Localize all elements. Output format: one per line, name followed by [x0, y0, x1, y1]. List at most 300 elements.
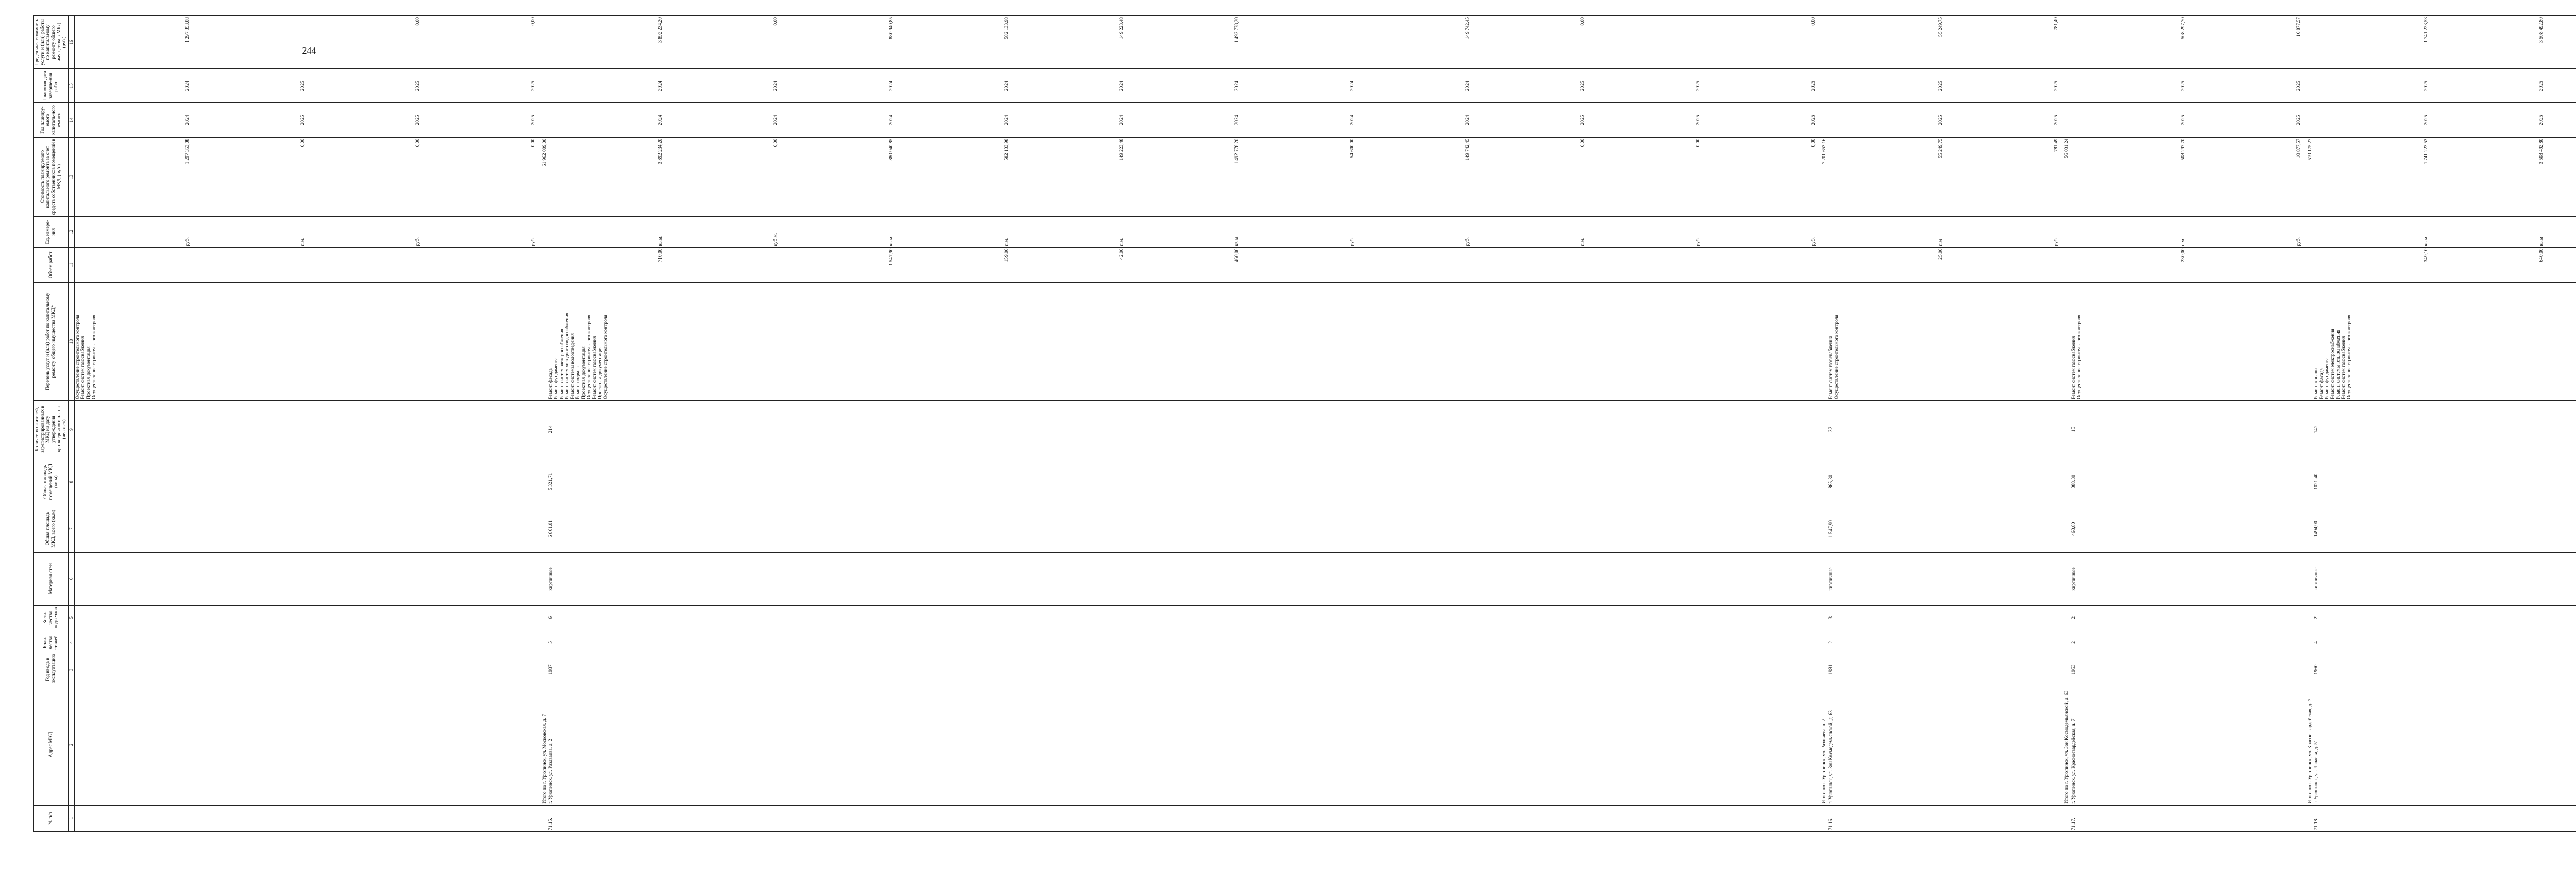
work-item: Ремонт систем электроснабжения: [559, 329, 565, 399]
total-cell: [2302, 630, 2314, 655]
total-cell: [2059, 400, 2071, 458]
cost-cell: [2071, 137, 2302, 216]
max-cost-value: 149 223,48: [1119, 17, 1125, 39]
unit-value: п.м: [1938, 239, 1944, 246]
floors-cell: 2: [1828, 630, 2059, 655]
repair-year-value: 2025: [2296, 115, 2301, 125]
total-cell: [537, 505, 548, 552]
total-area-cell: 6 861,01: [548, 505, 1817, 552]
row-number: [74, 805, 536, 831]
repair-year-value: 2025: [1580, 115, 1586, 125]
floors-cell: 2: [2071, 630, 2302, 655]
address-cell: г. Урюпинск, ул. Раздваева, д. 2: [548, 684, 1817, 805]
completion-year-value: 2025: [531, 81, 536, 91]
total-cell: [537, 247, 548, 283]
total-cell: [2059, 630, 2071, 655]
max-cost-value: 1 741 223,53: [2424, 17, 2429, 43]
work-item: Осуществление строительного контроля: [1834, 315, 1839, 399]
address-cell: г. Урюпинск, ул. Зои Космодемьянской, д. 63: [1828, 684, 2059, 805]
unit-cell: [2071, 217, 2302, 247]
column-number-row: [68, 16, 74, 832]
total-cell: [2059, 505, 2071, 552]
header-cell: Год ввода в эксплуатацию: [34, 655, 69, 684]
volume-value: 710,00: [658, 248, 664, 262]
total-cell: [1817, 16, 1828, 69]
total-cell: [537, 400, 548, 458]
volume-value: 1 547,90: [888, 248, 894, 266]
volume-value: 460,00: [1234, 248, 1240, 262]
volume-value: 42,00: [1119, 248, 1125, 260]
volume-value: [2545, 249, 2576, 282]
unit-value: кв.м.: [888, 235, 894, 246]
entrances-cell: 6: [548, 605, 1817, 630]
works-list-cell: [74, 283, 536, 401]
row-number: 71.15.: [548, 805, 1817, 831]
cost-value: 10 877,57: [2296, 138, 2301, 158]
total-cell: [2302, 400, 2314, 458]
total-cell: [2059, 69, 2071, 103]
header-cell: Год планиру-емого капиталь-ного ремонта: [34, 103, 69, 137]
total-cell: [2059, 247, 2071, 283]
completion-year-value: 2025: [2539, 81, 2545, 91]
row-number: 71.16.: [1828, 805, 2059, 831]
total-label: Итого по г. Урюпинск, ул. Московская, д. 7: [537, 684, 548, 805]
volume-value: [2187, 249, 2302, 282]
header-cell: Объем работ: [34, 247, 69, 283]
completion-year-value: 2024: [773, 81, 779, 91]
completion-year-value: 2024: [658, 81, 664, 91]
cost-value: 582 133,98: [1004, 138, 1009, 161]
works-list-cell: [2071, 283, 2302, 401]
column-number: 7: [68, 505, 74, 552]
cost-value: 3 892 234,20: [658, 138, 664, 164]
unit-cell: [548, 217, 1817, 247]
max-cost-value: 1 492 778,20: [1234, 17, 1240, 43]
volume-cell: [74, 247, 536, 283]
cost-value: 149 223,48: [1119, 138, 1125, 161]
repair-year-value: 2025: [2539, 115, 2545, 125]
header-cell: Коли-чество этажей: [34, 630, 69, 655]
total-cell: [537, 217, 548, 247]
total-label: Итого по г. Урюпинск, ул. Красногвардейская, д. 7: [2302, 684, 2314, 805]
total-cell: [2059, 552, 2071, 605]
column-number: 3: [68, 655, 74, 684]
cost-value: 1 297 353,08: [184, 138, 190, 164]
repair-year-value: 2025: [2053, 115, 2059, 125]
work-item: Ремонт систем холодного водоснабжения: [565, 313, 570, 399]
total-cell: [2059, 217, 2071, 247]
max-cost-value: 508 297,70: [2181, 17, 2187, 39]
column-number: 13: [68, 137, 74, 216]
total-cell: [2302, 283, 2314, 401]
work-item: Ремонт систем газоснабжения: [2071, 336, 2077, 399]
year-cell: 1960: [2313, 655, 2576, 684]
year-cell: 1981: [1828, 655, 2059, 684]
total-cell: [2059, 283, 2071, 401]
work-item: Проектная документация: [86, 346, 91, 399]
max-cost-cell: [548, 16, 1817, 69]
unit-value: руб.: [2053, 237, 2059, 246]
volume-value: 159,00: [1004, 248, 1009, 262]
total-cell: [537, 655, 548, 684]
total-cost: 56 031,24: [2059, 137, 2071, 216]
cost-value: 1 492 778,20: [1234, 138, 1240, 164]
volume-value: [1944, 249, 2059, 282]
row-number: 71.17.: [2071, 805, 2302, 831]
max-cost-value: [190, 17, 306, 67]
cost-value: 149 742,45: [1465, 138, 1470, 161]
repair-year-cell: [2313, 103, 2576, 137]
work-item: Ремонт системы теплоснабжения: [2335, 330, 2341, 399]
header-cell: Количество жителей, зарегистрированных в МКД на дату утверждения краткосрочного плана (человек): [34, 400, 69, 458]
cost-value: 0,00: [531, 138, 536, 147]
total-cell: [1817, 552, 1828, 605]
repair-year-cell: [2071, 103, 2302, 137]
total-cost: 61 962 009,00: [537, 137, 548, 216]
unit-value: кв.м.: [658, 235, 664, 246]
total-cell: [2059, 16, 2071, 69]
total-area-cell: 1494,90: [2313, 505, 2576, 552]
volume-cell: [2071, 247, 2302, 283]
total-cell: [2059, 103, 2071, 137]
total-cell: [2302, 16, 2314, 69]
wall-material-cell: кирпичные: [1828, 552, 2059, 605]
column-number: 12: [68, 217, 74, 247]
unit-value: п.м.: [1580, 237, 1586, 246]
unit-value: кв.м: [2539, 237, 2545, 246]
repair-year-value: 2024: [1349, 115, 1355, 125]
cost-value: 0,00: [300, 138, 306, 147]
cost-cell: [74, 137, 536, 216]
max-cost-cell: [74, 16, 536, 69]
max-cost-value: 55 249,75: [1938, 17, 1944, 37]
unit-value: руб.: [2296, 237, 2301, 246]
total-cell: [1817, 630, 1828, 655]
cost-value: 0,00: [415, 138, 421, 147]
work-item: Ремонт систем электроснабжения: [2330, 329, 2336, 399]
total-area-cell: 463,80: [2071, 505, 2302, 552]
repair-year-value: 2025: [531, 115, 536, 125]
work-item: Ремонт фасада: [2319, 368, 2325, 399]
total-cell: [1817, 103, 1828, 137]
total-cell: [2302, 69, 2314, 103]
total-cell: [537, 458, 548, 505]
column-number: 5: [68, 605, 74, 630]
completion-year-value: 2024: [184, 81, 190, 91]
max-cost-value: 781,49: [2053, 17, 2059, 31]
total-cell: [537, 805, 548, 831]
total-row: [537, 16, 548, 832]
work-item: Ремонт систем газоснабжения: [1828, 336, 1834, 399]
total-cell: [2059, 458, 2071, 505]
repair-year-value: 2024: [1119, 115, 1125, 125]
total-cell: [2302, 247, 2314, 283]
header-cell: Коли-чество подъездов: [34, 605, 69, 630]
unit-value: п.м.: [1004, 237, 1009, 246]
total-cell: [2059, 805, 2071, 831]
max-cost-cell: [2071, 16, 2302, 69]
column-number: 14: [68, 103, 74, 137]
completion-year-cell: [2313, 69, 2576, 103]
total-cell: [1817, 247, 1828, 283]
total-row: [2059, 16, 2071, 832]
table-row: [2071, 16, 2302, 832]
max-cost-value: 3 508 492,80: [2539, 17, 2545, 43]
repair-year-value: 2024: [1234, 115, 1240, 125]
premises-area-cell: [74, 458, 536, 505]
unit-value: руб.: [1696, 237, 1701, 246]
works-list-cell: [2313, 283, 2576, 401]
total-cell: [2302, 805, 2314, 831]
header-cell: Ед. измере-ния: [34, 217, 69, 247]
total-cell: [1817, 458, 1828, 505]
completion-year-value: 2025: [300, 81, 306, 91]
header-cell: Предельная стоимость услуги и (или) работы по капитальному ремонту общего имущества в МКД (руб.): [34, 16, 69, 69]
column-number: 4: [68, 630, 74, 655]
repair-year-value: 2025: [2424, 115, 2429, 125]
address-cell: г. Урюпинск, ул. Красногвардейская, д. 7: [2071, 684, 2302, 805]
cost-value: 55 249,75: [1938, 138, 1944, 158]
total-cell: [2302, 605, 2314, 630]
total-cell: [1817, 805, 1828, 831]
completion-year-value: 2025: [2296, 81, 2301, 91]
volume-value: [1470, 249, 1586, 282]
total-cell: [537, 283, 548, 401]
work-item: Осуществление строительного контроля: [603, 315, 608, 399]
completion-year-value: 2024: [1119, 81, 1125, 91]
repair-year-value: 2024: [184, 115, 190, 125]
total-cell: [1817, 283, 1828, 401]
max-cost-value: 10 877,57: [2296, 17, 2301, 37]
repair-year-value: 2025: [300, 115, 306, 125]
total-cell: [2302, 552, 2314, 605]
volume-value: 230,00: [2181, 248, 2187, 262]
work-item: Осуществление строительного контроля: [2346, 315, 2352, 399]
year-cell: [74, 655, 536, 684]
unit-cell: [2313, 217, 2576, 247]
column-number: 10: [68, 283, 74, 401]
repair-year-value: 2025: [2181, 115, 2187, 125]
column-number: 16: [68, 16, 74, 69]
unit-value: руб.: [415, 237, 421, 246]
column-number: 9: [68, 400, 74, 458]
volume-value: [664, 249, 779, 282]
completion-year-value: 2024: [1004, 81, 1009, 91]
volume-value: [1586, 249, 1701, 282]
table-row: [1828, 16, 2059, 832]
table-row: [74, 16, 536, 832]
work-item: Проектная документация: [581, 346, 587, 399]
cost-cell: [548, 137, 1817, 216]
volume-value: 25,00: [1938, 248, 1944, 260]
repair-year-cell: [548, 103, 1817, 137]
repair-year-value: 2025: [1938, 115, 1944, 125]
header-cell: Материал стен: [34, 552, 69, 605]
total-cell: [2302, 505, 2314, 552]
max-cost-value: 1 297 353,08: [184, 17, 190, 43]
column-number: 11: [68, 247, 74, 283]
floors-cell: [74, 630, 536, 655]
completion-year-value: [2545, 70, 2576, 101]
works-list-cell: [1828, 283, 2059, 401]
year-cell: 1987: [548, 655, 1817, 684]
total-cell: [2302, 103, 2314, 137]
cost-value: 1 741 223,53: [2424, 138, 2429, 164]
header-cell: Плановая дата заверше-ния работ: [34, 69, 69, 103]
completion-year-value: 2025: [2053, 81, 2059, 91]
repair-year-value: 2025: [1696, 115, 1701, 125]
capital-repair-table: [33, 15, 2576, 832]
volume-value: [75, 249, 191, 282]
column-number: 8: [68, 458, 74, 505]
premises-area-cell: 5 321,71: [548, 458, 1817, 505]
cost-value: 54 600,00: [1349, 138, 1355, 158]
total-area-cell: [74, 505, 536, 552]
unit-value: руб.: [1810, 237, 1816, 246]
cost-value: 0,00: [773, 138, 779, 147]
completion-year-value: 2025: [415, 81, 421, 91]
residents-cell: 32: [1828, 400, 2059, 458]
unit-value: п.м.: [300, 237, 306, 246]
unit-value: руб.: [1349, 237, 1355, 246]
wall-material-cell: кирпичные: [2313, 552, 2576, 605]
max-cost-cell: [1828, 16, 2059, 69]
max-cost-value: [2545, 17, 2576, 67]
repair-year-value: 2025: [1810, 115, 1816, 125]
address-cell: [74, 684, 536, 805]
unit-value: п.м: [2181, 239, 2187, 246]
repair-year-value: 2024: [773, 115, 779, 125]
column-number: 2: [68, 684, 74, 805]
header-cell: Общая площадь помещений МКД (кв.м): [34, 458, 69, 505]
total-cell: [537, 630, 548, 655]
address-cell: г. Урюпинск, ул. Чапаева, д. 51: [2313, 684, 2576, 805]
max-cost-value: 880 940,85: [888, 17, 894, 39]
volume-cell: [1828, 247, 2059, 283]
total-cell: [1817, 69, 1828, 103]
row-number: 71.18.: [2313, 805, 2576, 831]
unit-value: п.м.: [1119, 237, 1125, 246]
premises-area-cell: 865,30: [1828, 458, 2059, 505]
total-cost: 7 201 653,16: [1817, 137, 1828, 216]
header-row: [34, 16, 69, 832]
cost-value: 781,49: [2053, 138, 2059, 152]
volume-value: [1240, 249, 1355, 282]
total-cell: [537, 605, 548, 630]
total-cell: [2302, 655, 2314, 684]
completion-year-value: 2024: [1234, 81, 1240, 91]
total-cell: [1817, 655, 1828, 684]
header-cell: Адрес МКД: [34, 684, 69, 805]
column-number: 1: [68, 805, 74, 831]
cost-value: 3 508 492,80: [2539, 138, 2545, 164]
completion-year-value: 2025: [1696, 81, 1701, 91]
unit-value: [2545, 218, 2576, 246]
completion-year-value: 2024: [888, 81, 894, 91]
total-cell: [537, 69, 548, 103]
header-cell: Общая площадь МКД, всего (кв.м): [34, 505, 69, 552]
total-cell: [1817, 400, 1828, 458]
repair-year-value: 2025: [415, 115, 421, 125]
max-cost-value: [1586, 17, 1701, 67]
header-cell: Стоимость планируемого капитального ремонта за счет средств собственников помещений в МКД, (руб.): [34, 137, 69, 216]
total-cell: [2302, 217, 2314, 247]
work-item: Ремонт крыши: [2314, 368, 2319, 399]
cost-value: 0,00: [1810, 138, 1816, 147]
total-area-cell: 1 547,90: [1828, 505, 2059, 552]
work-item: Ремонт систем газоснабжения: [592, 336, 598, 399]
volume-value: [1355, 249, 1470, 282]
repair-year-value: 2024: [1465, 115, 1470, 125]
completion-year-value: 2025: [1580, 81, 1586, 91]
total-cost: 519 175,27: [2302, 137, 2314, 216]
volume-value: [421, 249, 536, 282]
unit-value: руб.: [184, 237, 190, 246]
work-item: Ремонт фасада: [548, 368, 554, 399]
total-cell: [537, 552, 548, 605]
volume-cell: [2313, 247, 2576, 283]
work-item: Ремонт фундамента: [2325, 357, 2330, 399]
residents-cell: 142: [2313, 400, 2576, 458]
work-item: Ремонт систем газоснабжения: [2341, 336, 2347, 399]
work-item: Ремонт систем газоснабжения: [80, 336, 86, 399]
work-item: Ремонт фундамента: [553, 357, 559, 399]
cost-cell: [1828, 137, 2059, 216]
max-cost-value: 582 133,98: [1004, 17, 1009, 39]
unit-cell: [74, 217, 536, 247]
volume-cell: [548, 247, 1817, 283]
header-cell: № п/п: [34, 805, 69, 831]
cost-value: 0,00: [1580, 138, 1586, 147]
unit-value: руб.: [531, 237, 536, 246]
entrances-cell: [74, 605, 536, 630]
work-item: Ремонт системы водоотведения: [570, 333, 575, 399]
unit-value: куб.м.: [773, 233, 779, 246]
premises-area-cell: 388,30: [2071, 458, 2302, 505]
unit-value: кв.м: [2424, 237, 2429, 246]
max-cost-cell: [2313, 16, 2576, 69]
total-cell: [1817, 217, 1828, 247]
max-cost-value: 149 742,45: [1465, 17, 1470, 39]
max-cost-value: 3 892 234,20: [658, 17, 664, 43]
total-cell: [1817, 505, 1828, 552]
repair-year-value: 2024: [1004, 115, 1009, 125]
unit-value: кв.м.: [1234, 235, 1240, 246]
completion-year-value: 2025: [2424, 81, 2429, 91]
work-item: Ремонт подвала: [575, 366, 581, 399]
work-item: Осуществление строительного контроля: [75, 315, 80, 399]
total-cell: [2059, 605, 2071, 630]
entrances-cell: 2: [2313, 605, 2576, 630]
cost-value: 508 297,70: [2181, 138, 2187, 161]
volume-value: 640,00: [2539, 248, 2545, 262]
completion-year-cell: [1828, 69, 2059, 103]
max-cost-value: 0,00: [1580, 17, 1586, 26]
table-body: [74, 16, 2576, 832]
total-cell: [1817, 605, 1828, 630]
completion-year-value: 2025: [1938, 81, 1944, 91]
total-cell: [537, 16, 548, 69]
repair-year-value: 2024: [658, 115, 664, 125]
completion-year-cell: [2071, 69, 2302, 103]
completion-year-cell: [74, 69, 536, 103]
volume-value: 349,10: [2424, 248, 2429, 262]
column-number: 15: [68, 69, 74, 103]
max-cost-value: 0,00: [531, 17, 536, 26]
wall-material-cell: кирпичные: [548, 552, 1817, 605]
repair-year-value: [2545, 104, 2576, 135]
residents-cell: 214: [548, 400, 1817, 458]
